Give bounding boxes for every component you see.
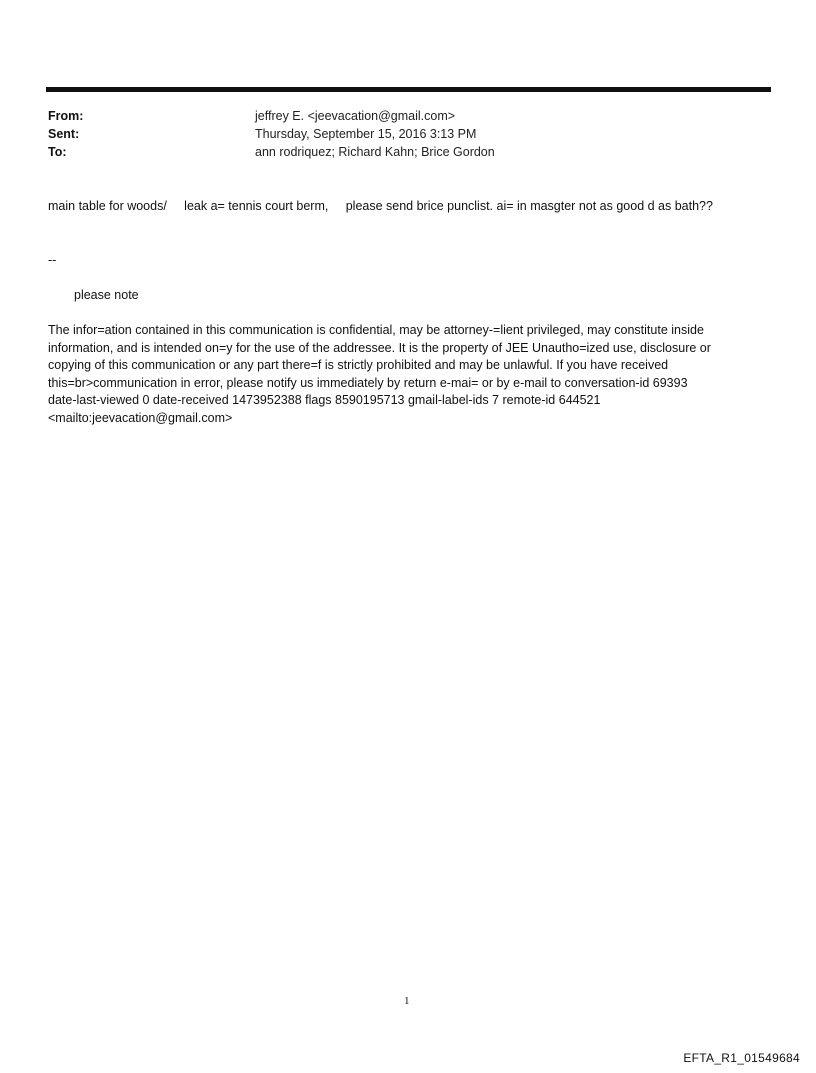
disclaimer-line: The infor=ation contained in this communication is confidential, may be attorney-=lient privileged, may constitute inside xyxy=(48,323,704,337)
from-label: From: xyxy=(48,109,84,123)
from-value: jeffrey E. <jeevacation@gmail.com> xyxy=(255,109,456,123)
disclaimer-line: date-last-viewed 0 date-received 1473952388 flags 8590195713 gmail-label-ids 7 remote-id 644521 xyxy=(48,393,601,408)
to-row xyxy=(48,143,768,162)
to-label: To: xyxy=(48,145,67,159)
disclaimer-line: this=br>communication in error, please notify us immediately by return e-mai= or by e-mail to conversation-id 69393 xyxy=(48,375,688,390)
note-heading: please note xyxy=(74,288,139,302)
header-rule xyxy=(46,87,771,92)
disclaimer-mailto[interactable]: <mailto:jeevacation@gmail.com> xyxy=(48,410,233,425)
document-id-stamp: EFTA_R1_01549684 xyxy=(683,1051,800,1065)
signature-separator: -- xyxy=(48,253,57,267)
disclaimer-line: copying of this communication or any part there=f is strictly prohibited and may be unlawful. If you have received xyxy=(48,358,669,373)
sent-label: Sent: xyxy=(48,127,80,141)
page-number: 1 xyxy=(404,995,410,1007)
sent-row xyxy=(48,125,768,144)
confidentiality-disclaimer xyxy=(48,322,783,428)
message-text: main table for woods/ leak a= tennis court berm, please send brice punclist. ai= in masgter not as good d as bath?? xyxy=(48,199,713,213)
to-value: ann rodriquez; Richard Kahn; Brice Gordon xyxy=(255,145,495,159)
from-row xyxy=(48,107,768,126)
disclaimer-line: information, and is intended on=y for the use of the addressee. It is the property of JEE Unautho=ized use, disclosure or xyxy=(48,340,711,355)
sent-value: Thursday, September 15, 2016 3:13 PM xyxy=(255,127,477,141)
